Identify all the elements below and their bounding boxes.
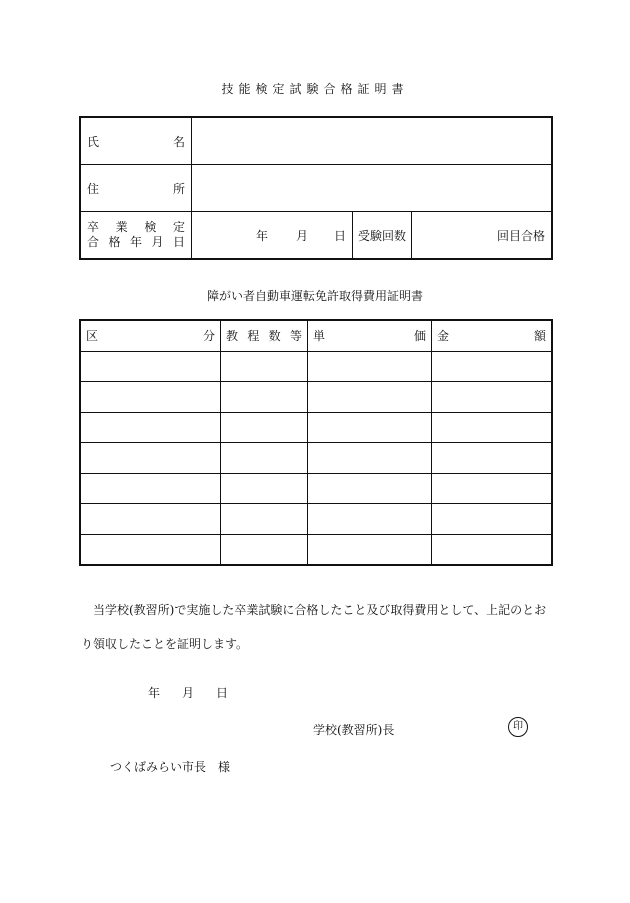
- cell-amount[interactable]: [432, 443, 553, 474]
- statement-text: 当学校(教習所)で実施した卒業試験に合格したこと及び取得費用として、上記のとおり領収したことを証明します。: [81, 603, 547, 651]
- table-row: [80, 473, 552, 504]
- cell-lessons[interactable]: [221, 443, 308, 474]
- table-row: [80, 412, 552, 443]
- cell-category[interactable]: [80, 473, 221, 504]
- cell-lessons[interactable]: [221, 473, 308, 504]
- cell-unit-price[interactable]: [308, 473, 432, 504]
- header-unit-price: 単 価: [308, 320, 432, 351]
- table-row: [80, 443, 552, 474]
- cell-lessons[interactable]: [221, 412, 308, 443]
- cell-amount[interactable]: [432, 412, 553, 443]
- cell-unit-price[interactable]: [308, 534, 432, 565]
- principal-title: 学校(教習所)長: [313, 723, 395, 737]
- cell-unit-price[interactable]: [308, 412, 432, 443]
- cell-unit-price[interactable]: [308, 382, 432, 413]
- name-row: [80, 117, 552, 165]
- document-title: 技能検定試験合格証明書: [221, 82, 409, 96]
- cost-title: 障がい者自動車運転免許取得費用証明書: [206, 289, 423, 303]
- table-row: [80, 382, 552, 413]
- address-field[interactable]: [192, 165, 553, 212]
- table-row: [80, 504, 552, 535]
- cell-amount[interactable]: [432, 534, 553, 565]
- cell-lessons[interactable]: [221, 351, 308, 382]
- cost-table: [79, 319, 553, 566]
- cell-category[interactable]: [80, 382, 221, 413]
- seal-mark: 印: [508, 717, 528, 737]
- table-row: [80, 534, 552, 565]
- cell-unit-price[interactable]: [308, 504, 432, 535]
- addressee: つくばみらい市長 様: [110, 760, 231, 774]
- pass-count-field[interactable]: 回目合格: [412, 212, 553, 260]
- cell-category[interactable]: [80, 534, 221, 565]
- graduation-date-field[interactable]: 年 月 日: [192, 212, 353, 260]
- cell-lessons[interactable]: [221, 534, 308, 565]
- cell-category[interactable]: [80, 443, 221, 474]
- cell-category[interactable]: [80, 412, 221, 443]
- cell-amount[interactable]: [432, 473, 553, 504]
- cell-unit-price[interactable]: [308, 443, 432, 474]
- cell-lessons[interactable]: [221, 382, 308, 413]
- table-row: [80, 351, 552, 382]
- cell-category[interactable]: [80, 351, 221, 382]
- cell-amount[interactable]: [432, 382, 553, 413]
- certificate-table: [79, 116, 553, 260]
- cost-header-row: [80, 320, 552, 351]
- header-amount: 金 額: [432, 320, 553, 351]
- issue-date: 年 月 日: [148, 686, 229, 700]
- name-field[interactable]: [192, 117, 553, 165]
- cell-category[interactable]: [80, 504, 221, 535]
- graduation-row: [80, 212, 552, 260]
- graduation-date-label: 卒 業 検 定 合 格 年 月 日: [80, 212, 192, 260]
- address-row: [80, 165, 552, 212]
- cell-amount[interactable]: [432, 504, 553, 535]
- exam-count-label: 受験回数: [353, 212, 412, 260]
- name-label: 氏 名: [80, 117, 192, 165]
- header-lessons: 教 程 数 等: [221, 320, 308, 351]
- cell-amount[interactable]: [432, 351, 553, 382]
- address-label: 住 所: [80, 165, 192, 212]
- header-category: 区 分: [80, 320, 221, 351]
- cell-unit-price[interactable]: [308, 351, 432, 382]
- cell-lessons[interactable]: [221, 504, 308, 535]
